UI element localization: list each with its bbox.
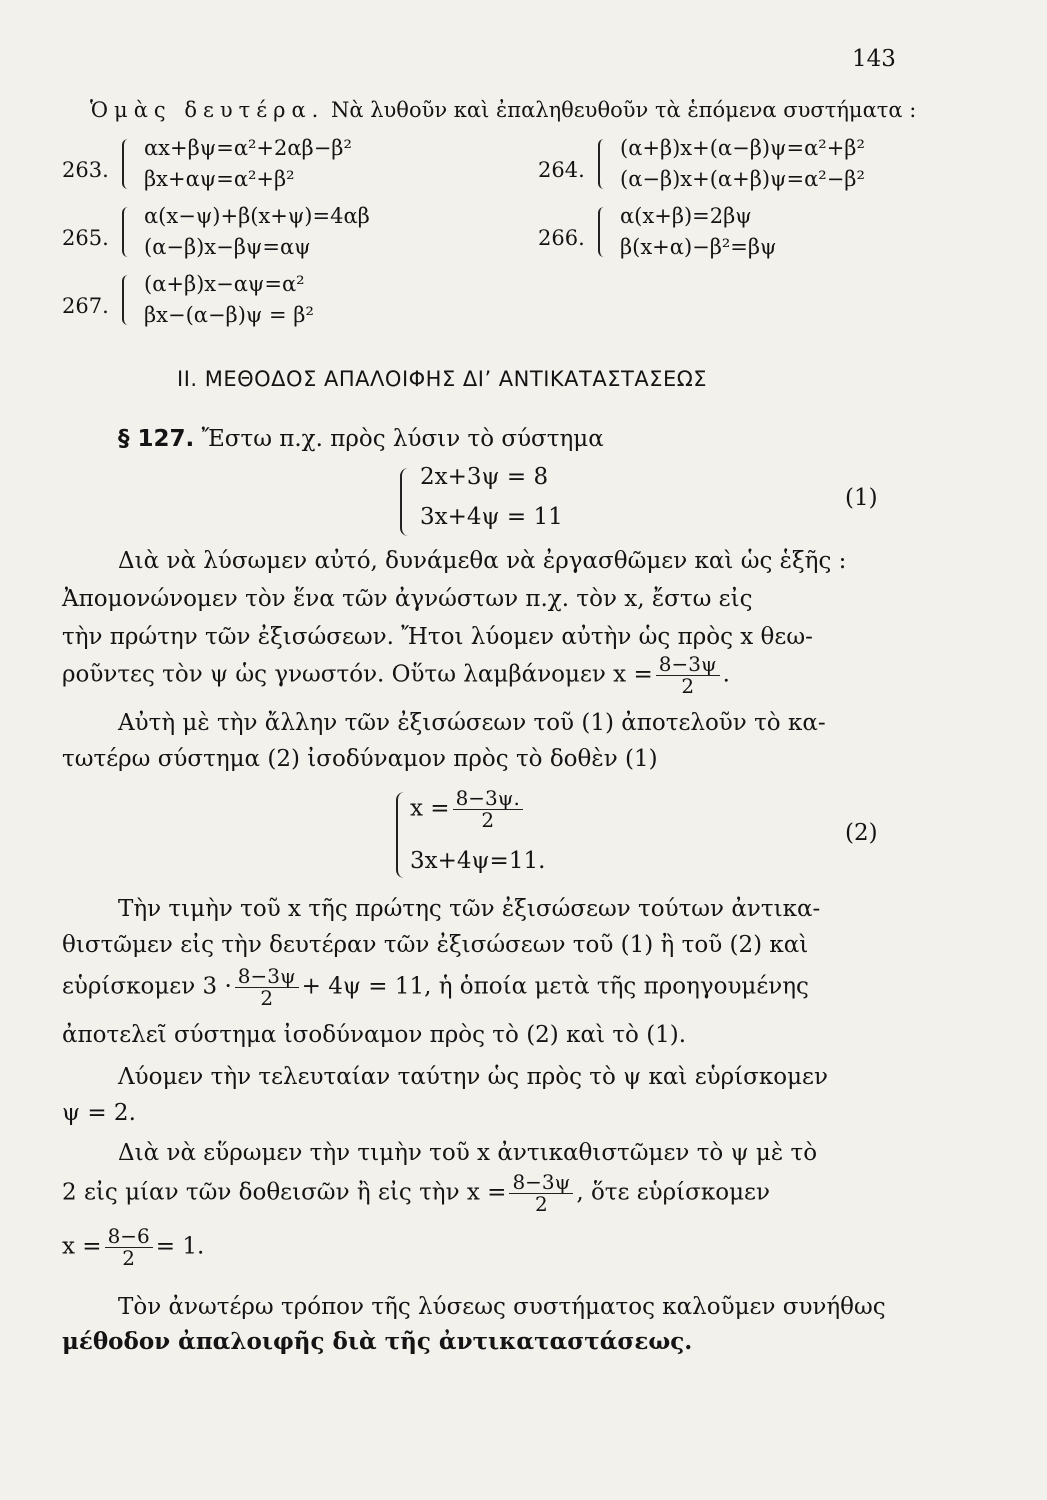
equation-line-2: β(x+α)−β²=βψ [620, 235, 777, 259]
system-1-eq1: 2x+3ψ = 8 [420, 464, 549, 490]
system-2-eq1-lhs: x = [410, 795, 450, 822]
fraction-denominator: 2 [535, 1192, 548, 1216]
p2-line1: Αὐτὴ μὲ τὴν ἄλλην τῶν ἐξισώσεων τοῦ (1) ἀποτελοῦν τὸ κα- [118, 710, 826, 736]
paragraph-mark: § 127. [118, 426, 195, 452]
exercise-number: 264. [538, 158, 585, 182]
exercise-number: 263. [62, 158, 109, 182]
equation-line-1: (α+β)x+(α−β)ψ=α²+β² [620, 136, 865, 160]
fraction [235, 966, 299, 1009]
equation-line-2: (α−β)x+(α+β)ψ=α²−β² [620, 167, 865, 191]
p3-line3 [62, 966, 809, 1009]
exercise-number: 265. [62, 226, 109, 250]
fraction [105, 1226, 153, 1269]
p1-line4-end: . [722, 661, 730, 688]
p5-line3-b: = 1. [155, 1233, 205, 1260]
fraction-denominator: 2 [260, 986, 274, 1010]
system-1-label: (1) [845, 485, 878, 511]
equation-line-1: αx+βψ=α²+2αβ−β² [144, 136, 352, 160]
p5-line1: Διὰ νὰ εὕρωμεν τὴν τιμὴν τοῦ x ἀντικαθιστῶμεν τὸ ψ μὲ τὸ [118, 1140, 818, 1166]
equation-line-2: βx−(α−β)ψ = β² [144, 303, 314, 327]
p4-line1: Λύομεν τὴν τελευταίαν ταύτην ὡς πρὸς τὸ ψ καὶ εὑρίσκομεν [118, 1064, 828, 1090]
fraction [656, 654, 720, 697]
system-brace [598, 139, 608, 189]
fraction-denominator: 2 [681, 674, 695, 698]
fraction-numerator: 8−3ψ [509, 1172, 573, 1194]
fraction-denominator: 2 [481, 808, 495, 832]
section-title: II. ΜΕΘΟΔΟΣ ΑΠΑΛΟΙΦΗΣ ΔΙ’ ΑΝΤΙΚΑΤΑΣΤΑΣΕΩΣ [177, 367, 708, 391]
fraction-numerator: 8−3ψ [656, 654, 720, 676]
p1-line3: τὴν πρώτην τῶν ἐξισώσεων. Ἤτοι λύομεν αὐτὴν ὡς πρὸς x θεω- [62, 624, 813, 650]
exercise-instruction: Νὰ λυθοῦν καὶ ἐπαληθευθοῦν τὰ ἑπόμενα συστήματα : [331, 98, 917, 122]
p6-line2-bold-term: μέθοδον ἀπαλοιφῆς διὰ τῆς ἀντικαταστάσεως. [62, 1328, 693, 1355]
system-2-eq1 [410, 788, 526, 831]
p1-line1: Διὰ νὰ λύσωμεν αὐτό, δυνάμεθα νὰ ἐργασθῶμεν καὶ ὡς ἑξῆς : [118, 548, 847, 574]
equation-line-1: (α+β)x−αψ=α² [144, 272, 305, 296]
system-brace [122, 275, 132, 325]
fraction-denominator: 2 [122, 1246, 136, 1270]
fraction-numerator: 8−6 [105, 1226, 153, 1248]
p1-line2: Ἀπομονώνομεν τὸν ἕνα τῶν ἀγνώστων π.χ. τὸν x, ἔστω εἰς [62, 586, 753, 612]
fraction-numerator: 8−3ψ [235, 966, 299, 988]
p5-line3 [62, 1226, 204, 1269]
p3-line1: Τὴν τιμὴν τοῦ x τῆς πρώτης τῶν ἐξισώσεων τούτων ἀντικα- [118, 896, 821, 922]
p6-line1: Τὸν ἀνωτέρω τρόπον τῆς λύσεως συστήματος καλοῦμεν συνήθως [118, 1294, 886, 1320]
fraction-numerator: 8−3ψ. [453, 788, 523, 810]
system-brace [122, 139, 132, 189]
p1-line4-text: ροῦντες τὸν ψ ὡς γνωστόν. Οὕτω λαμβάνομεν x = [62, 661, 653, 688]
p3-line4: ἀποτελεῖ σύστημα ἰσοδύναμον πρὸς τὸ (2) καὶ τὸ (1). [62, 1022, 687, 1048]
equation-line-2: βx+αψ=α²+β² [144, 167, 295, 191]
intro-line [118, 426, 604, 452]
p3-line3-b: + 4ψ = 11, ἡ ὁποία μετὰ τῆς προηγουμένης [301, 973, 809, 1000]
fraction [509, 1172, 573, 1215]
p1-line4 [62, 654, 730, 697]
p3-line2: θιστῶμεν εἰς τὴν δευτέραν τῶν ἐξισώσεων τοῦ (1) ἢ τοῦ (2) καὶ [62, 932, 809, 958]
equation-line-2: (α−β)x−βψ=αψ [144, 235, 311, 259]
exercise-number: 266. [538, 226, 585, 250]
system-brace [396, 792, 408, 878]
p5-line2-b: , ὅτε εὑρίσκομεν [576, 1179, 770, 1206]
p5-line2-a: 2 εἰς μίαν τῶν δοθεισῶν ἢ εἰς τὴν x = [62, 1179, 507, 1206]
exercise-group: Ὁμὰς δευτέρα. [90, 98, 325, 122]
system-2-label: (2) [845, 820, 878, 846]
system-brace [122, 207, 132, 257]
system-brace [598, 207, 608, 257]
system-1-eq2: 3x+4ψ = 11 [420, 504, 563, 530]
system-brace [400, 468, 412, 536]
p4-line2: ψ = 2. [62, 1100, 136, 1126]
p5-line3-a: x = [62, 1233, 102, 1260]
intro-text: Ἔστω π.χ. πρὸς λύσιν τὸ σύστημα [201, 426, 604, 452]
p5-line2 [62, 1172, 770, 1215]
page-number: 143 [852, 46, 896, 72]
equation-line-1: α(x−ψ)+β(x+ψ)=4αβ [144, 204, 370, 228]
exercise-header [90, 98, 916, 122]
system-2-eq2: 3x+4ψ=11. [410, 848, 546, 874]
p3-line3-a: εὑρίσκομεν 3 · [62, 973, 232, 1000]
fraction [453, 788, 523, 831]
equation-line-1: α(x+β)=2βψ [620, 204, 752, 228]
p2-line2: τωτέρω σύστημα (2) ἰσοδύναμον πρὸς τὸ δοθὲν (1) [62, 746, 658, 772]
exercise-number: 267. [62, 294, 109, 318]
